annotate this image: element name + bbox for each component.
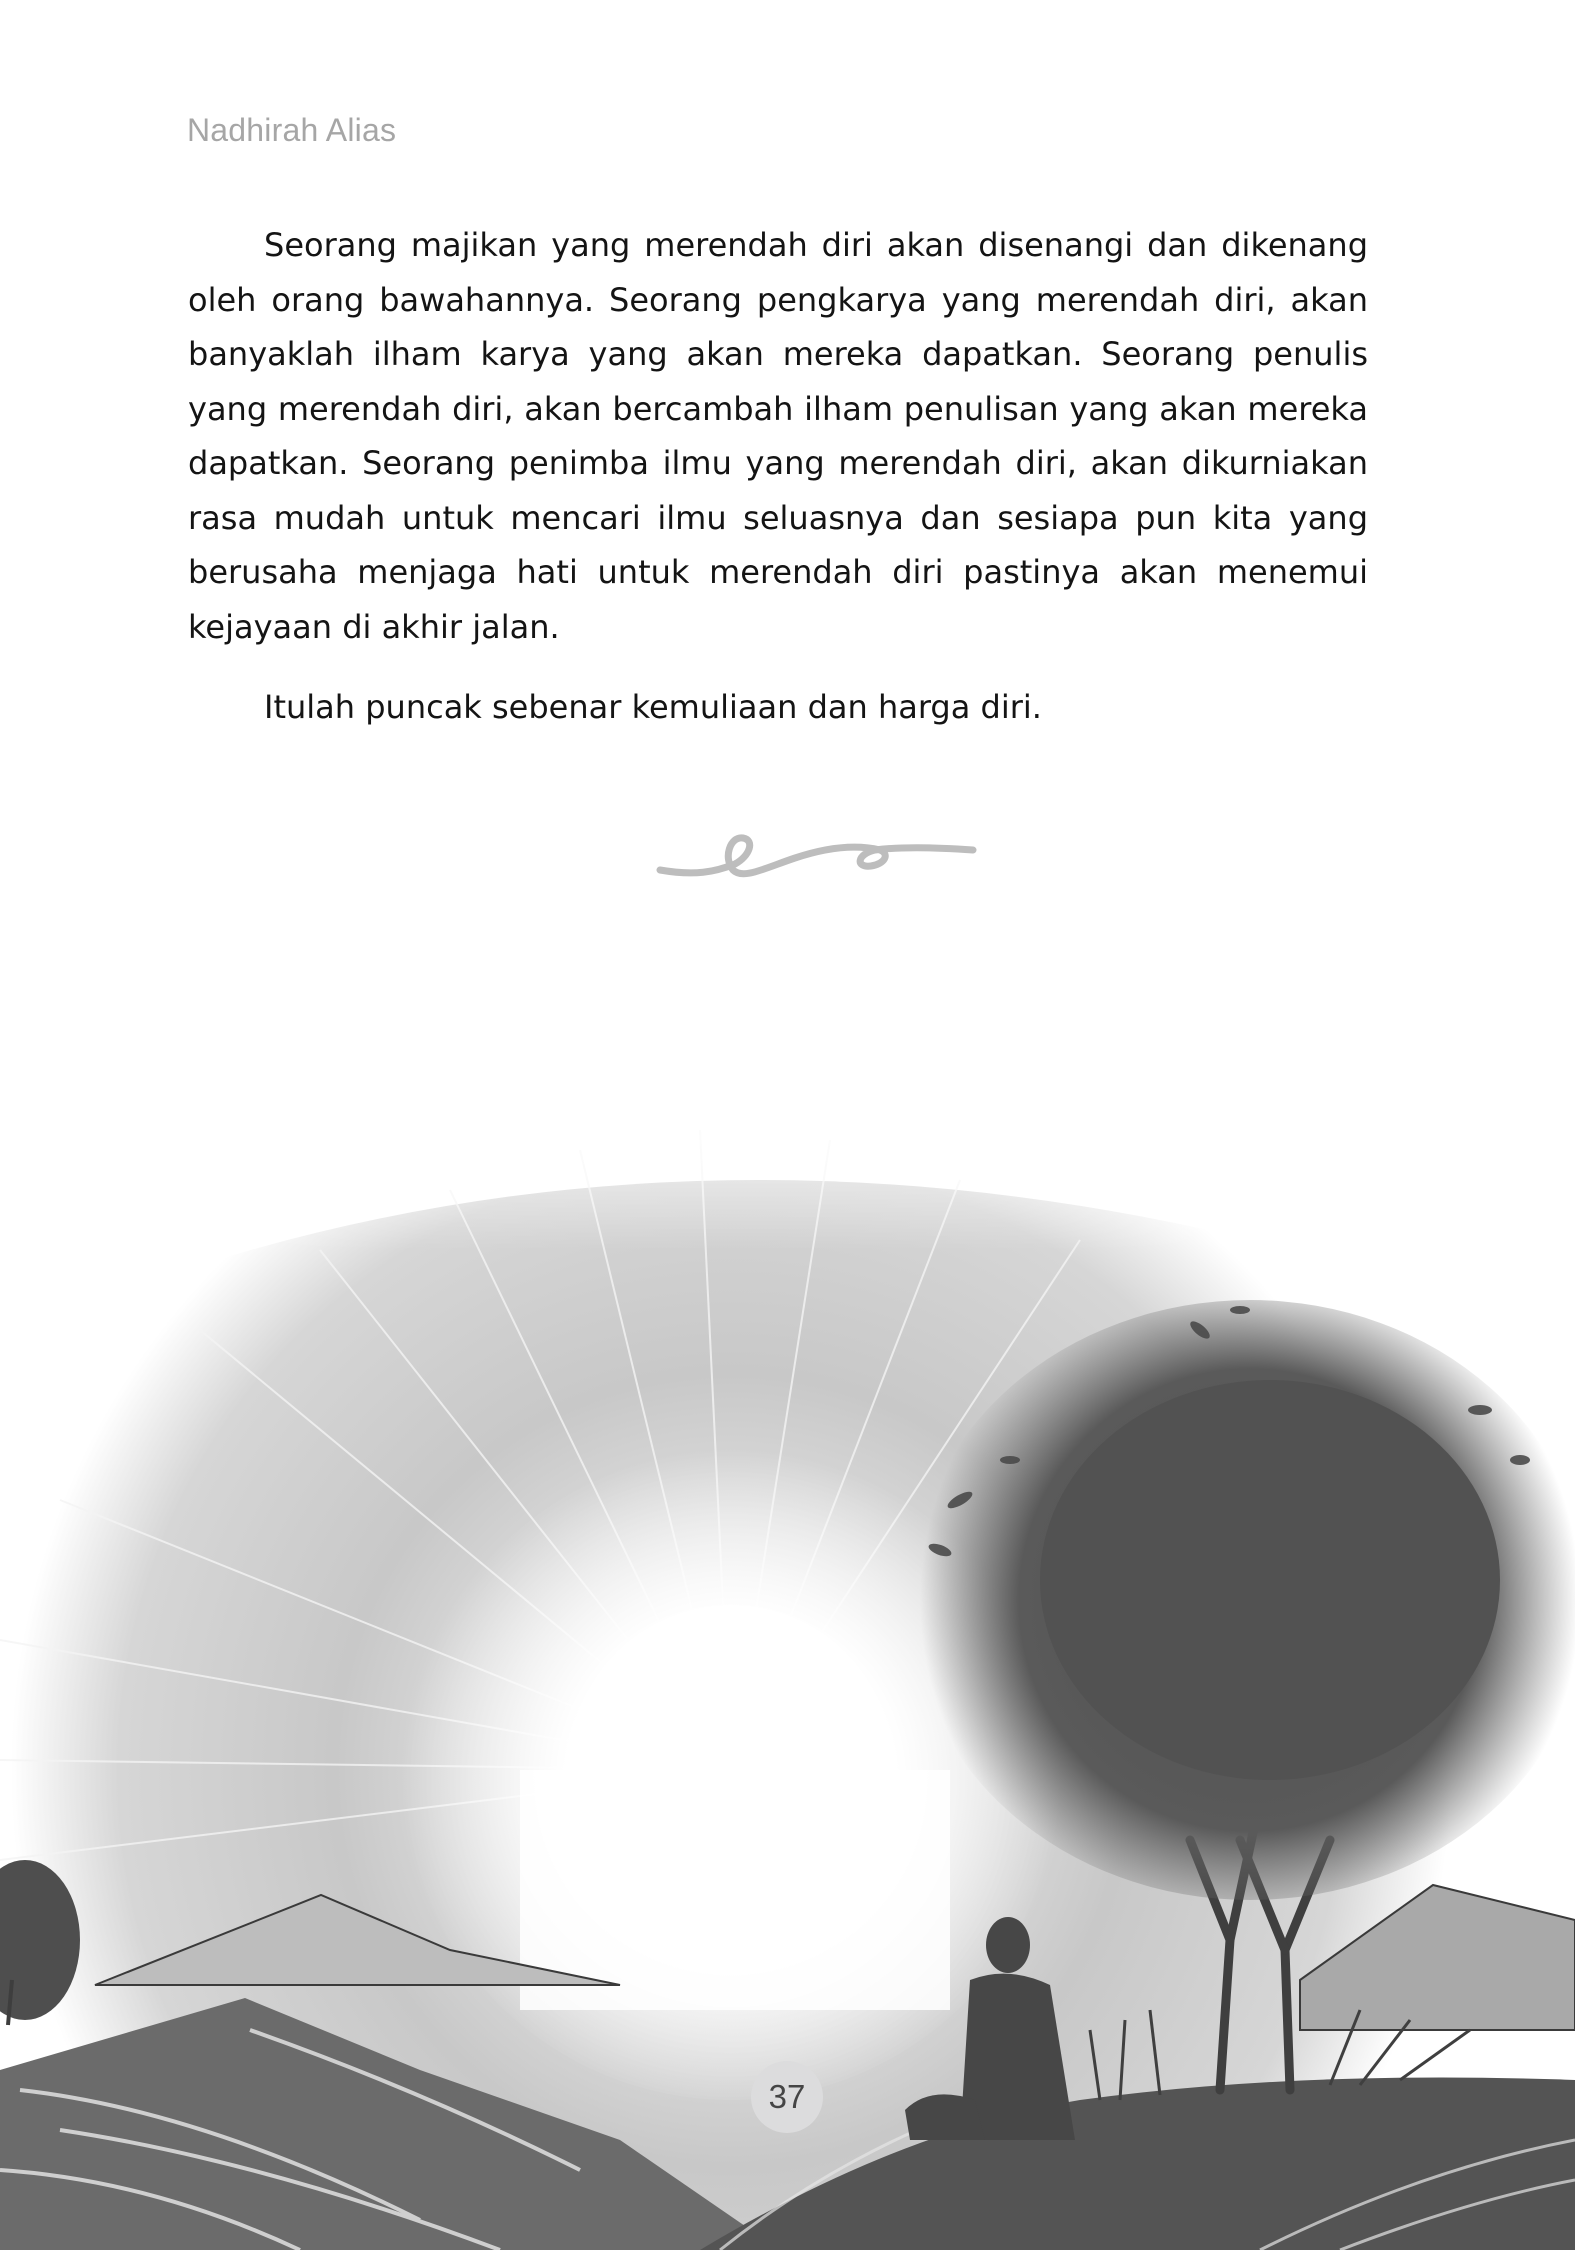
- paragraph-2: Itulah puncak sebenar kemuliaan dan harga diri.: [264, 688, 1042, 726]
- running-head-author: Nadhirah Alias: [187, 112, 397, 148]
- page-number-badge: 37: [751, 2061, 823, 2133]
- paragraph-1: Seorang majikan yang merendah diri akan disenangi dan dikenang oleh orang bawahannya. Seorang pengkarya yang merendah diri, akan banyaklah ilham karya yang akan mereka dapatkan. Seorang penulis yang merendah diri, akan bercambah ilham penulisan yang akan mereka dapatkan. Seorang penimba ilmu yang merendah diri, akan dikurniakan rasa mudah untuk mencari ilmu seluasnya dan sesiapa pun kita yang berusaha menjaga hati untuk merendah diri pastinya akan menemui kejayaan di akhir jalan.: [188, 226, 1368, 646]
- body-text: [188, 218, 1368, 735]
- flourish-divider-icon: [655, 828, 980, 880]
